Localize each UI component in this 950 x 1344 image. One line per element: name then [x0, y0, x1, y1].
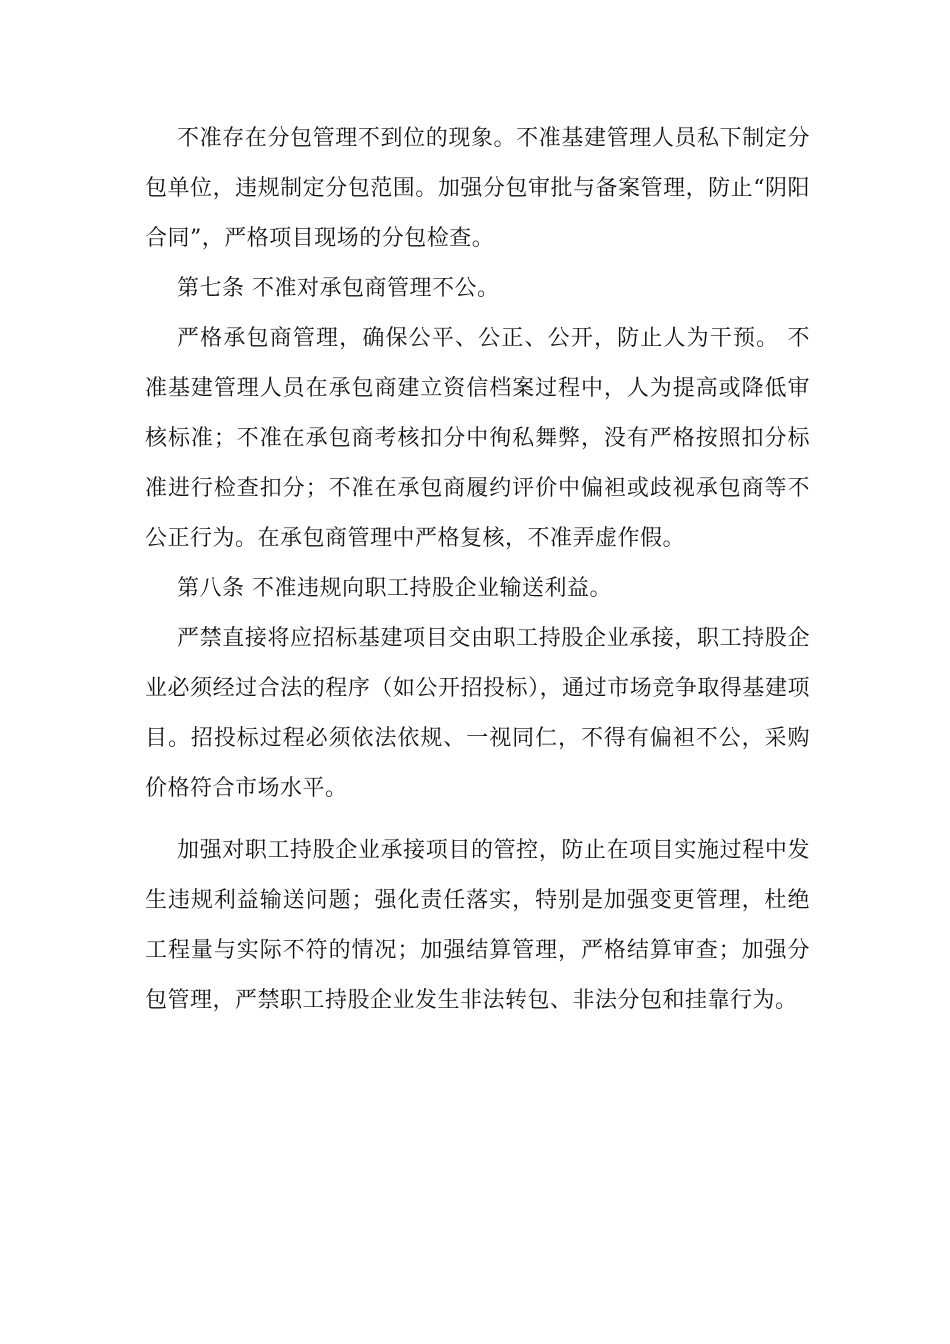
article-eight-heading: 第八条 不准违规向职工持股企业输送利益。 [177, 576, 612, 601]
article-seven-heading: 第七条 不准对承包商管理不公。 [177, 276, 500, 301]
paragraph-contractor-management: 严格承包商管理，确保公平、公正、公开，防止人为干预。 不准基建管理人员在承包商建立资信档案过程中，人为提高或降低审核标准；不准在承包商考核扣分中徇私舞弊，没有严格按照扣分标准进行检查扣分；不准在承包商履约评价中偏袒或歧视承包商等不公正行为。在承包商管理中严格复核，不准弄虚作假。 [145, 326, 810, 551]
document-body [145, 114, 810, 1026]
paragraph-subcontract-management: 不准存在分包管理不到位的现象。不准基建管理人员私下制定分包单位，违规制定分包范围。加强分包审批与备案管理，防止“阴阳合同”，严格项目现场的分包检查。 [145, 126, 810, 251]
paragraph-employee-owned-bidding: 严禁直接将应招标基建项目交由职工持股企业承接，职工持股企业必须经过合法的程序（如公开招投标），通过市场竞争取得基建项目。招投标过程必须依法依规、一视同仁，不得有偏袒不公，采购价格符合市场水平。 [145, 626, 810, 801]
paragraph-employee-owned-control: 加强对职工持股企业承接项目的管控，防止在项目实施过程中发生违规利益输送问题；强化责任落实，特别是加强变更管理，杜绝工程量与实际不符的情况；加强结算管理，严格结算审查；加强分包管理，严禁职工持股企业发生非法转包、非法分包和挂靠行为。 [145, 838, 810, 1013]
